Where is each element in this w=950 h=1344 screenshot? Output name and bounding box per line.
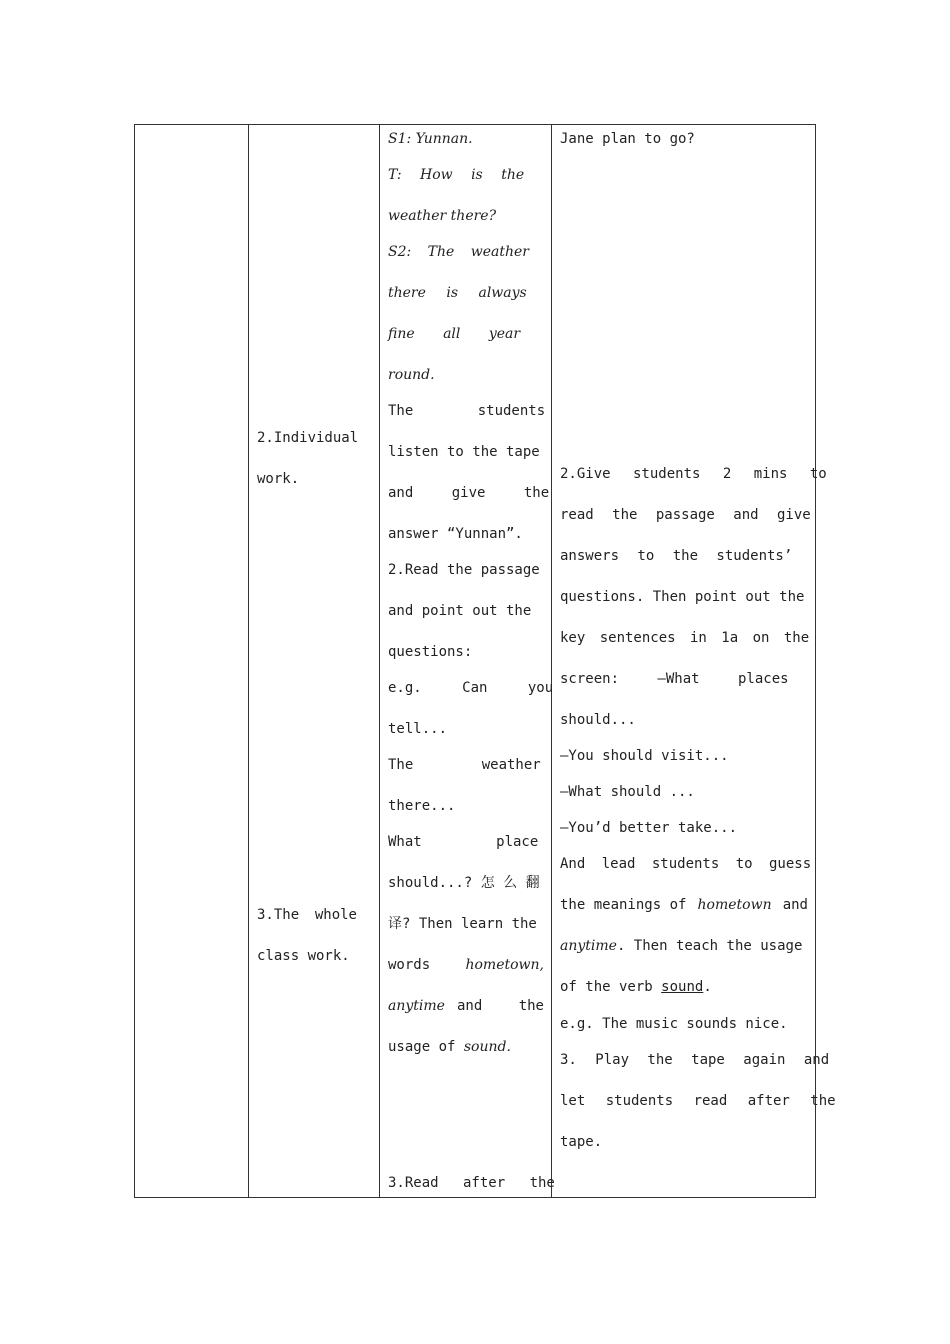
read-passage-line3: questions: [388,644,473,660]
listen-line1: The students [388,403,546,419]
word-sound: sound [661,979,704,995]
word-sound: sound. [463,1039,511,1055]
individual-work-line2: work. [257,471,300,487]
teacher-activity-cell [552,125,836,1197]
lead-line4: of the verb sound. [560,979,712,995]
usage-line: usage of sound. [388,1039,511,1055]
lead-line2: the meanings of hometown and [560,897,808,913]
word-hometown: hometown, [465,957,544,973]
whole-class-line2: class work. [257,948,350,964]
what-should-line: —What should ... [560,784,695,800]
give-line1: 2.Give students 2 mins to [560,466,827,482]
dialogue-s2-line1: S2: The weather [388,244,529,260]
dialogue-s2-line2: there is always [388,285,527,301]
example-weather-line1: The weather [388,757,541,773]
example-place-line3: 译? Then learn the [388,916,537,932]
give-line3: answers to the students’ [560,548,793,564]
give-line5: key sentences in 1a on the [560,630,810,646]
should-visit-line: —You should visit... [560,748,729,764]
give-line6: screen: —What places [560,671,789,687]
give-line7: should... [560,712,636,728]
example-line2: tell... [388,721,448,737]
give-line2: read the passage and give [560,507,811,523]
whole-class-line1: 3.The whole [257,907,357,923]
listen-line3: and give the [388,485,550,501]
lesson-table [134,124,836,1198]
dialogue-s2-line3: fine all year [388,326,521,342]
word-anytime: anytime [388,998,445,1014]
jane-plan-line: Jane plan to go? [560,131,695,147]
give-line4: questions. Then point out the [560,589,805,605]
anytime-line: anytime and the [388,998,544,1014]
music-example-line: e.g. The music sounds nice. [560,1016,788,1032]
dialogue-t-line1: T: How is the [388,167,525,183]
word-hometown: hometown [697,897,772,913]
word-anytime: anytime [560,938,617,954]
lead-line3: anytime. Then teach the usage [560,938,803,954]
example-line1: e.g. Can you [388,680,554,696]
dialogue-s1: S1: Yunnan. [388,131,473,147]
example-weather-line2: there... [388,798,456,814]
dialogue-s2-line4: round. [388,367,435,383]
student-activity-cell [380,125,555,1197]
interaction-cell [249,125,379,1197]
example-place-line1: What place [388,834,539,850]
words-line: words hometown, [388,957,544,973]
listen-line4: answer “Yunnan”. [388,526,523,542]
lead-line1: And lead students to guess [560,856,812,872]
better-take-line: —You’d better take... [560,820,738,836]
play-line1: 3. Play the tape again and [560,1052,830,1068]
read-after-line: 3.Read after the [388,1175,555,1191]
play-line2: let students read after the [560,1093,836,1109]
listen-line2: listen to the tape [388,444,540,460]
dialogue-t-line2: weather there? [388,208,497,224]
example-place-line2: should...? 怎 么 翻 [388,875,540,891]
read-passage-line2: and point out the [388,603,532,619]
read-passage-line1: 2.Read the passage [388,562,540,578]
stage-cell [135,125,248,1197]
individual-work-line1: 2.Individual [257,430,359,446]
play-line3: tape. [560,1134,603,1150]
